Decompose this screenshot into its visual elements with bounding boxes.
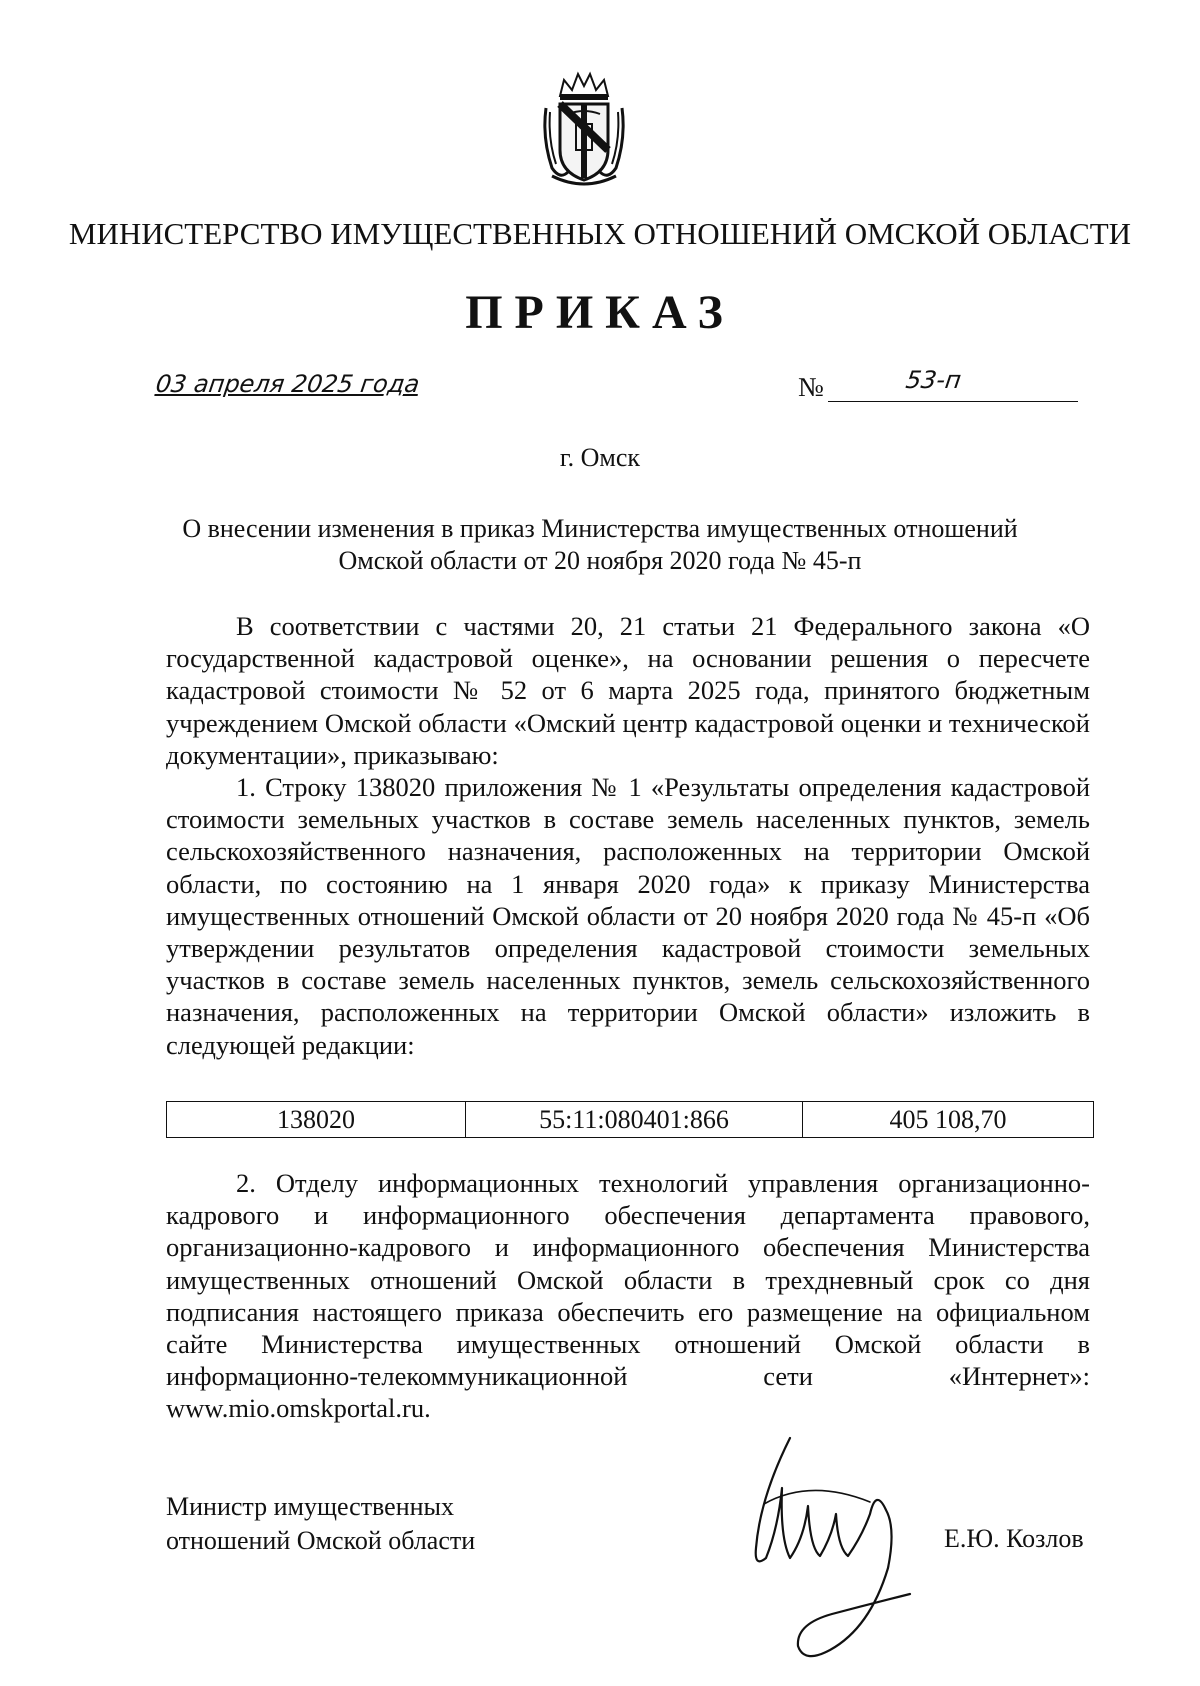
signatory-title-line-2: отношений Омской области [166,1526,476,1555]
preamble-paragraph: В соответствии с частями 20, 21 статьи 21 Федерального закона «О государственной кадастровой оценке», на основании решения о пересчете кадастровой стоимости № 52 от 6 марта 2025 года, принятого бюджетным учреждением Омской области «Омский центр кадастровой оценки и технической документации», приказываю: [166,611,1090,770]
coat-of-arms-icon [538,68,630,190]
handwritten-number: 53-п [904,366,963,394]
ministry-name: МИНИСТЕРСТВО ИМУЩЕСТВЕННЫХ ОТНОШЕНИЙ ОМСКОЙ ОБЛАСТИ [68,216,1132,251]
cadastral-table-row [166,1101,1094,1138]
signatory-name: Е.Ю. Козлов [944,1524,1084,1553]
order-subject [100,513,1100,577]
subject-line-2: Омской области от 20 ноября 2020 года № 45-п [338,546,862,575]
body-section-1 [166,610,1090,1061]
clause-1-paragraph: 1. Строку 138020 приложения № 1 «Результаты определения кадастровой стоимости земельных участков в составе земель населенных пунктов, земель сельскохозяйственного назначения, расположенных на территории Омской области, по состоянию на 1 января 2020 года» к приказу Министерства имущественных отношений Омской области от 20 ноября 2020 года № 45-п «Об утверждении результатов определения кадастровой стоимости земельных участков в составе земель населенных пунктов, земель сельскохозяйственного назначения, расположенных на территории Омской области» изложить в следующей редакции: [166,772,1090,1060]
table-cell-value: 405 108,70 [889,1104,1007,1134]
city-line: г. Омск [559,443,641,472]
number-underline [828,401,1078,402]
number-label: № [798,372,824,402]
document-type-title: ПРИКАЗ [465,286,735,339]
handwritten-signature [720,1418,950,1668]
signatory-title [166,1490,475,1558]
table-cell-row-number: 138020 [167,1102,466,1137]
body-section-2 [166,1167,1090,1425]
clause-2-paragraph: 2. Отделу информационных технологий управления организационно-кадрового и информационного обеспечения департамента правового, организационно-кадрового и информационного обеспечения Министерства имущественных отношений Омской области в трехдневный срок со дня подписания настоящего приказа обеспечить его размещение на официальном сайте Министерства имущественных отношений Омской области в информационно-телекоммуникационной сети «Интернет»: www.mio.omskportal.ru. [166,1168,1090,1424]
signatory-title-line-1: Министр имущественных [166,1492,455,1521]
handwritten-date: 03 апреля 2025 года [154,370,422,398]
table-cell-cadastral-number: 55:11:080401:866 [466,1102,803,1137]
subject-line-1: О внесении изменения в приказ Министерства имущественных отношений [182,514,1018,543]
